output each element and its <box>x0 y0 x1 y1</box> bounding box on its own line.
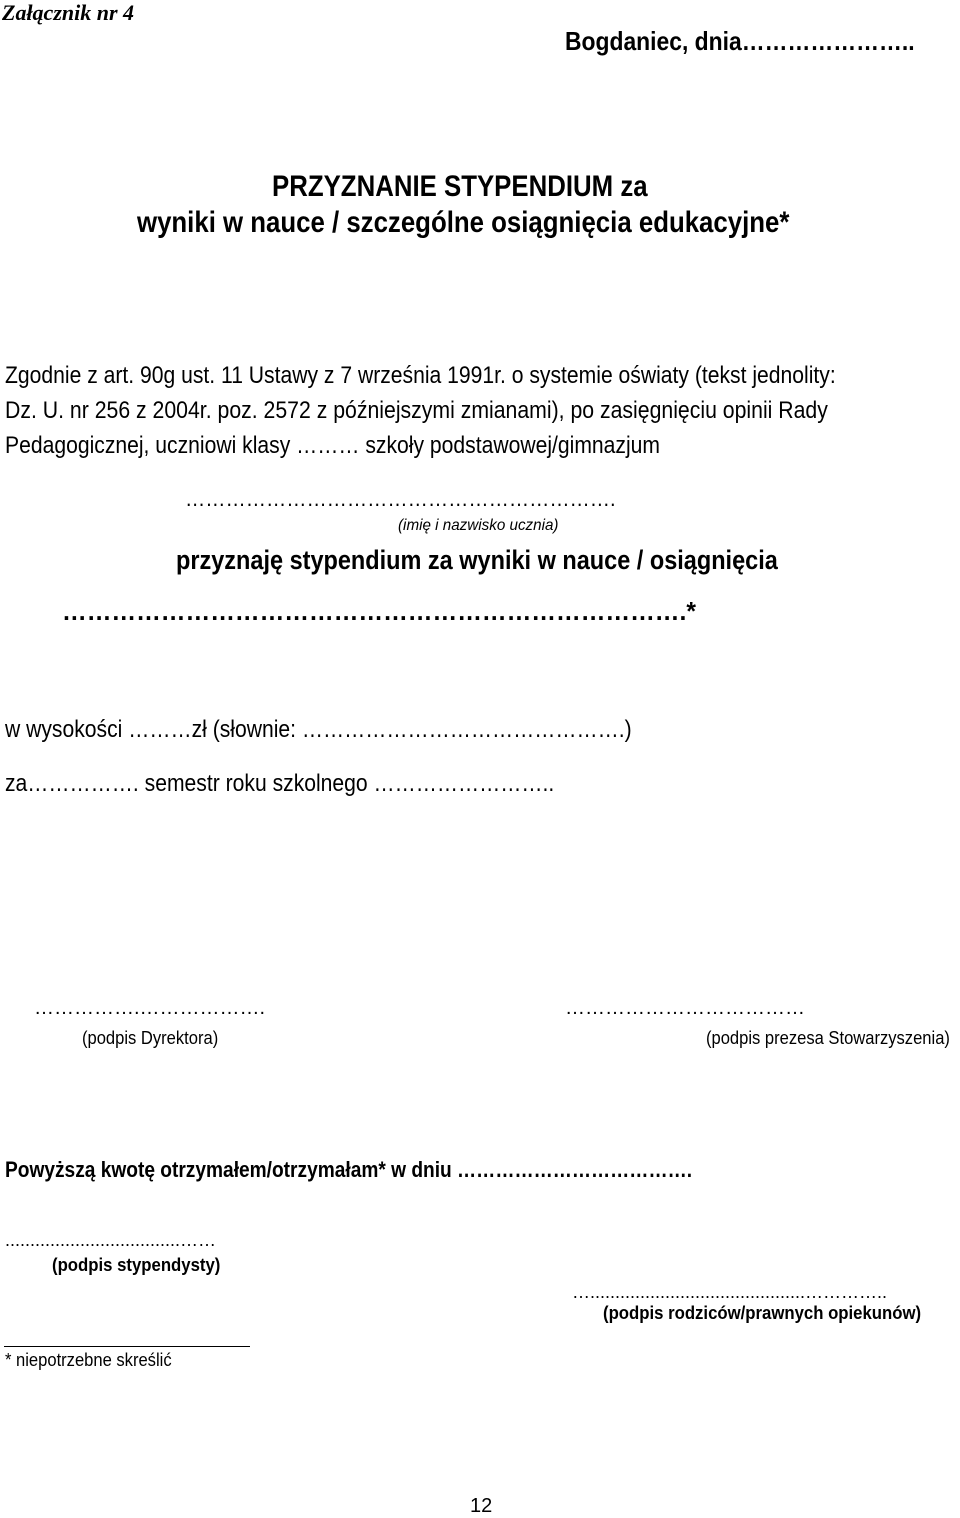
received-amount-line[interactable]: Powyższą kwotę otrzymałem/otrzymałam* w dniu ………………………………. <box>5 1157 693 1182</box>
body-text-line-2: Dz. U. nr 256 z 2004r. poz. 2572 z późniejszymi zmianami), po zasięgnięciu opinii Rady <box>5 397 828 424</box>
director-signature-field[interactable]: …………….………………. <box>34 997 266 1019</box>
parents-signature-field[interactable]: …...........................................………….. <box>572 1282 888 1302</box>
student-name-label: (imię i nazwisko ucznia) <box>398 517 559 534</box>
stipendiary-signature-label: (podpis stypendysty) <box>52 1255 221 1275</box>
body-text-line-3: Pedagogicznej, uczniowi klasy ……… szkoły podstawowej/gimnazjum <box>5 432 661 459</box>
grant-statement: przyznaję stypendium za wyniki w nauce / osiągnięcia <box>176 545 778 575</box>
president-signature-label: (podpis prezesa Stowarzyszenia) <box>706 1028 950 1048</box>
date-line: Bogdaniec, dnia………………….. <box>565 26 915 56</box>
document-title-line-1: PRZYZNANIE STYPENDIUM za <box>272 170 648 203</box>
amount-line[interactable]: w wysokości ………zł (słownie: ……………………………………….) <box>5 716 632 743</box>
achievement-field[interactable]: ………………………………………………………………….* <box>62 596 696 626</box>
student-name-field[interactable]: ………………………………………………………. <box>185 486 616 511</box>
page-number: 12 <box>470 1495 493 1517</box>
annex-label: Załącznik nr 4 <box>2 0 135 25</box>
director-signature-label: (podpis Dyrektora) <box>82 1028 219 1048</box>
body-text-line-1: Zgodnie z art. 90g ust. 11 Ustawy z 7 września 1991r. o systemie oświaty (tekst jednolity: <box>5 362 836 389</box>
stipendiary-signature-field[interactable]: ...................................…… <box>5 1230 217 1250</box>
semester-line[interactable]: za……………. semestr roku szkolnego …………………….. <box>5 770 555 797</box>
parents-signature-label: (podpis rodziców/prawnych opiekunów) <box>603 1303 922 1323</box>
footnote-divider <box>4 1346 250 1347</box>
document-title-line-2: wyniki w nauce / szczególne osiągnięcia edukacyjne* <box>137 206 790 239</box>
footnote: * niepotrzebne skreślić <box>5 1350 172 1370</box>
president-signature-field[interactable]: ……………………………… <box>565 997 805 1019</box>
